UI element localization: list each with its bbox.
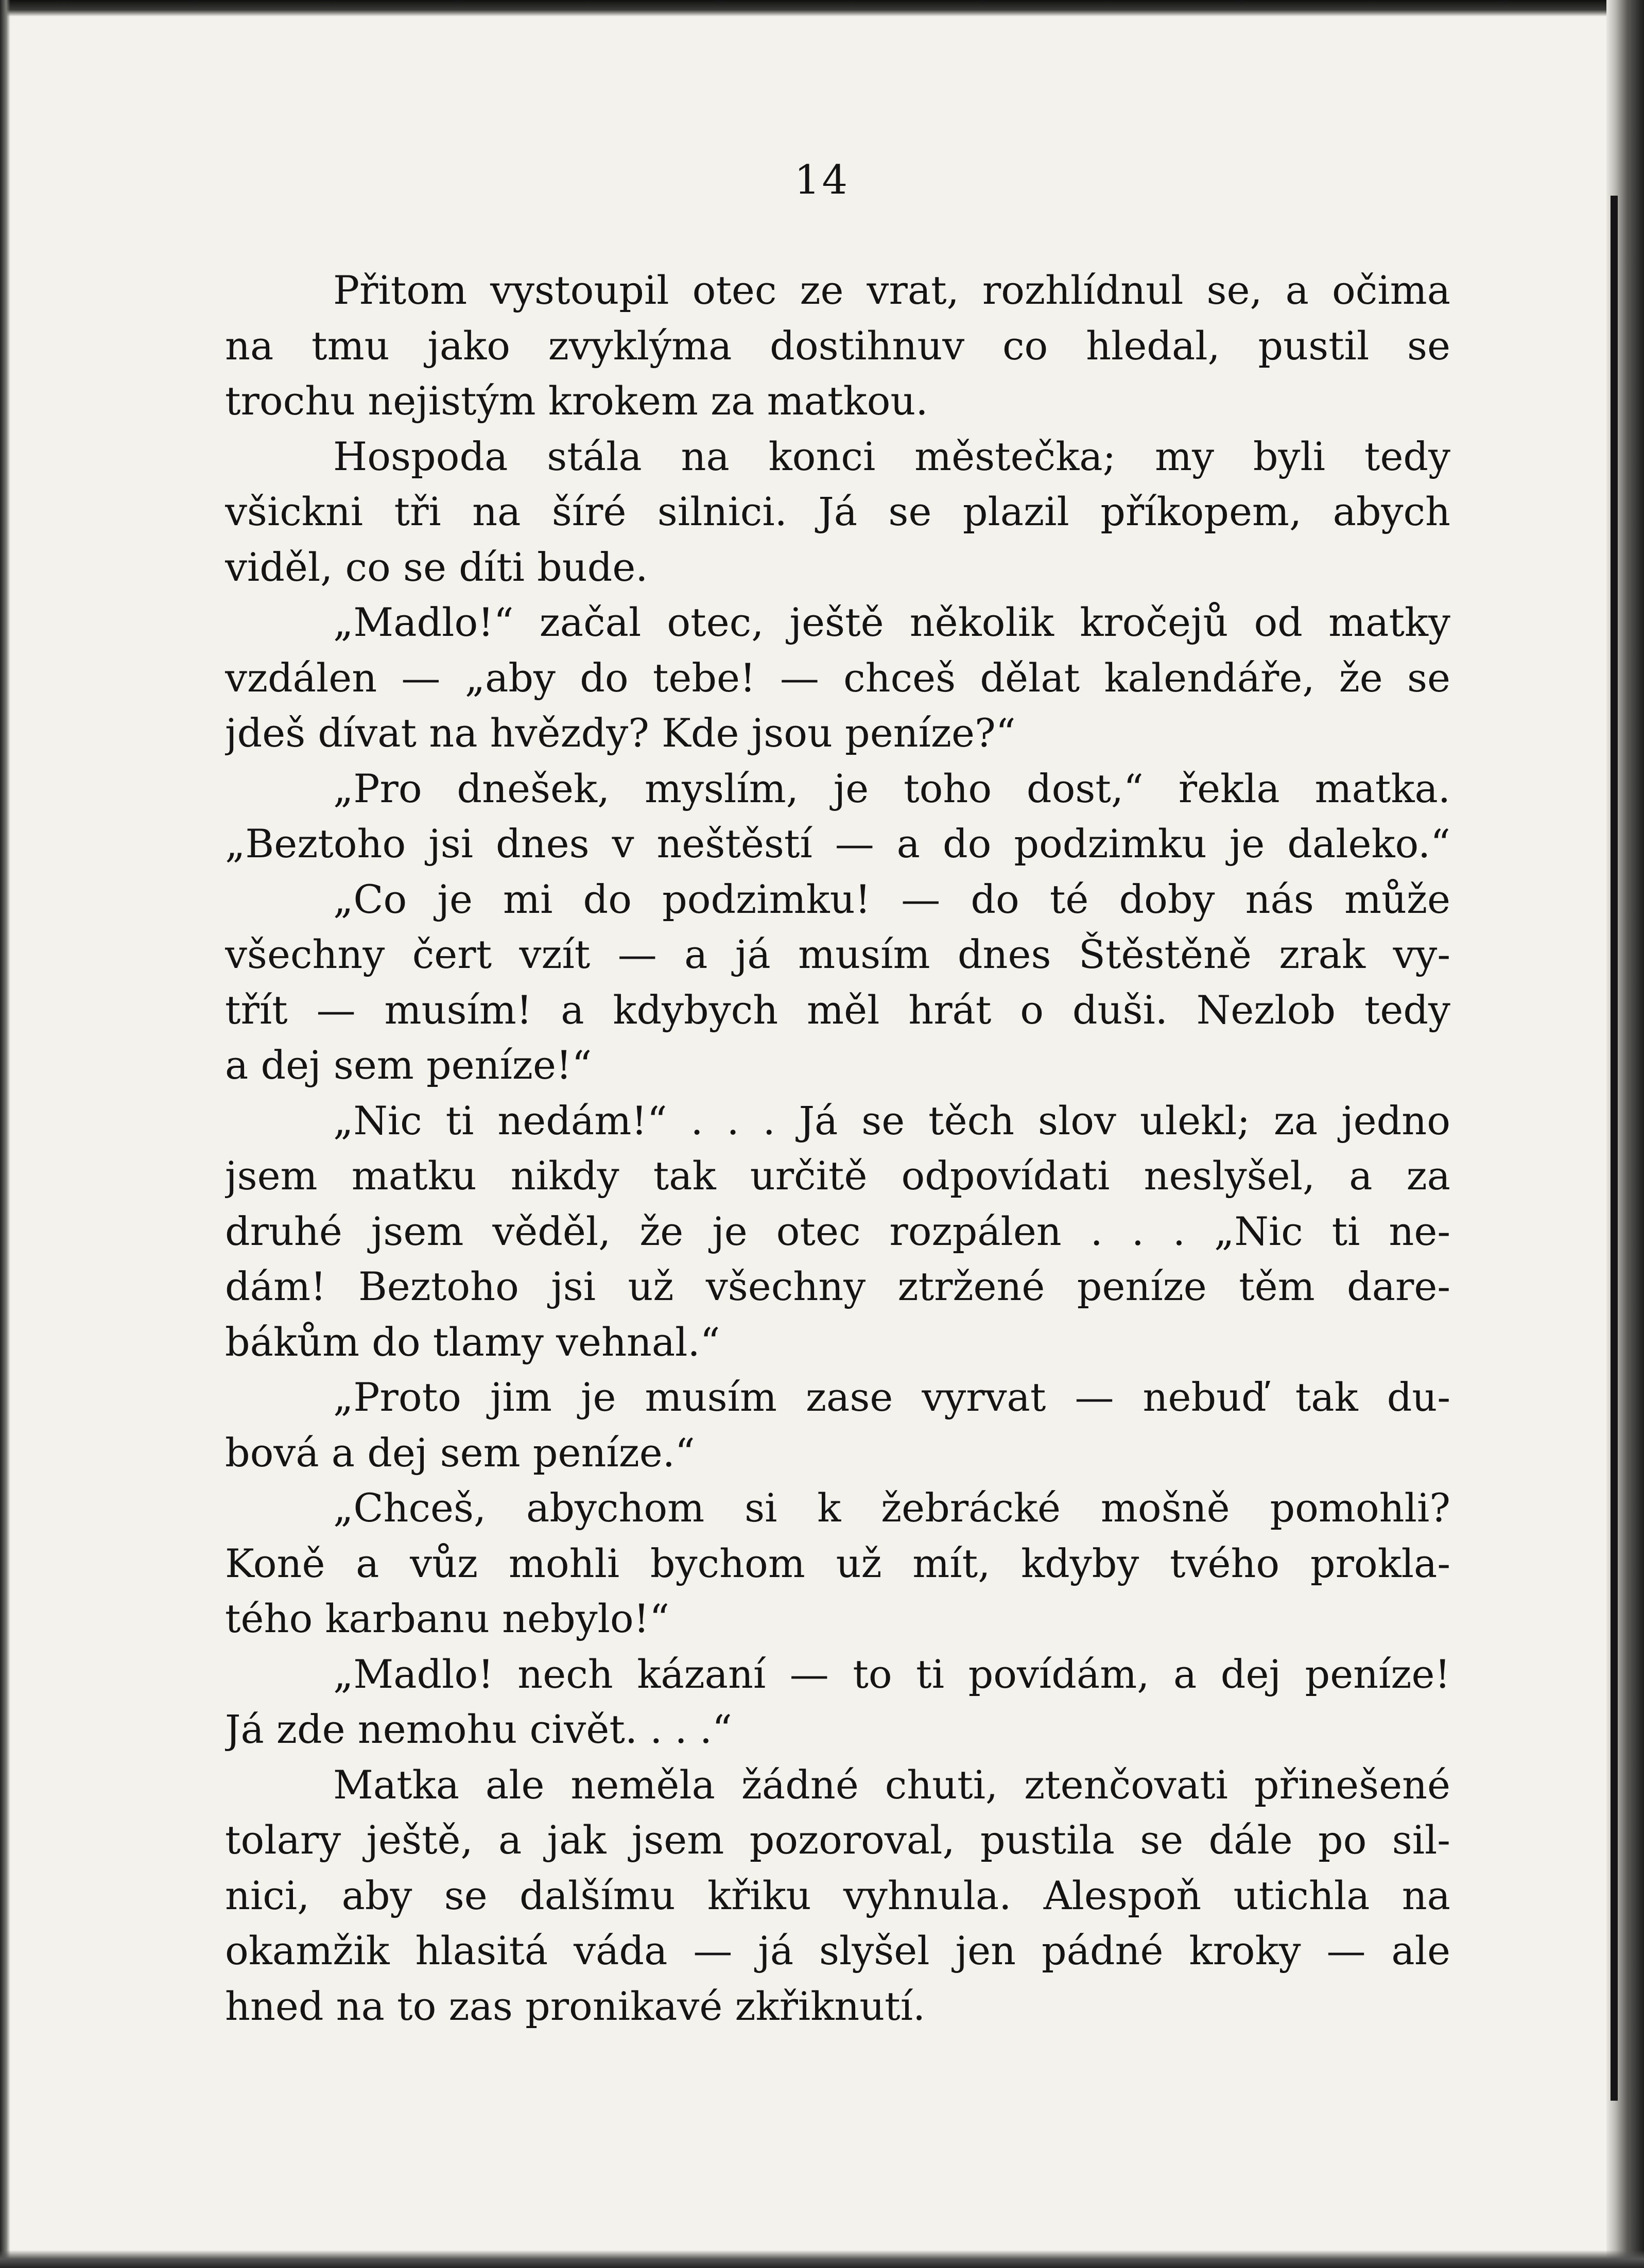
- text-line: bákům do tlamy vehnal.“: [225, 1319, 720, 1365]
- text-line: Přitom vystoupil otec ze vrat, rozhlídnul se, a očima: [333, 267, 1450, 313]
- text-line: tého karbanu nebylo!“: [225, 1596, 670, 1641]
- body-text: [225, 263, 1450, 2034]
- text-line: Hospoda stála na konci městečka; my byli tedy: [333, 433, 1450, 479]
- text-line: všechny čert vzít — a já musím dnes Štěstěně zrak vy-: [225, 931, 1450, 977]
- text-line: třít — musím! a kdybych měl hrát o duši. Nezlob tedy: [225, 986, 1450, 1033]
- text-line: „Co je mi do podzimku! — do té doby nás může: [333, 876, 1450, 922]
- text-line: vzdálen — „aby do tebe! — chceš dělat kalendáře, že se: [225, 654, 1450, 701]
- text-line: „Beztoho jsi dnes v neštěstí — a do podzimku je daleko.“: [225, 821, 1450, 867]
- text-line: tolary ještě, a jak jsem pozoroval, pustila se dále po sil-: [225, 1817, 1450, 1863]
- text-line: „Pro dnešek, myslím, je toho dost,“ řekla matka.: [333, 765, 1450, 811]
- text-line: dám! Beztoho jsi už všechny ztržené peníze těm dare-: [225, 1263, 1450, 1309]
- text-line: „Chceš, abychom si k žebrácké mošně pomohli?: [333, 1485, 1450, 1531]
- text-line: jsem matku nikdy tak určitě odpovídati neslyšel, a za: [225, 1153, 1450, 1199]
- text-line: viděl, co se díti bude.: [225, 544, 648, 590]
- text-line: Koně a vůz mohli bychom už mít, kdyby tvého prokla-: [225, 1540, 1450, 1586]
- text-line: okamžik hlasitá váda — já slyšel jen pádné kroky — ale: [225, 1928, 1450, 1973]
- page-number: 14: [794, 157, 850, 203]
- text-line: bová a dej sem peníze.“: [225, 1429, 695, 1476]
- text-line: druhé jsem věděl, že je otec rozpálen . . . „Nic ti ne-: [225, 1208, 1450, 1254]
- text-line: Já zde nemohu civět. . . .“: [225, 1706, 732, 1752]
- text-line: „Proto jim je musím zase vyrvat — nebuď tak du-: [333, 1374, 1450, 1420]
- text-line: na tmu jako zvyklýma dostihnuv co hledal, pustil se: [225, 322, 1450, 369]
- text-line: nici, aby se dalšímu křiku vyhnula. Alespoň utichla na: [225, 1872, 1450, 1918]
- text-line: všickni tři na šíré silnici. Já se plazil příkopem, abych: [225, 489, 1450, 534]
- text-line: Matka ale neměla žádné chuti, ztenčovati přinešené: [333, 1761, 1450, 1808]
- text-line: trochu nejistým krokem za matkou.: [225, 378, 928, 424]
- text-line: a dej sem peníze!“: [225, 1042, 592, 1088]
- text-line: hned na to zas pronikavé zkřiknutí.: [225, 1983, 926, 2029]
- text-line: jdeš dívat na hvězdy? Kde jsou peníze?“: [225, 710, 1016, 756]
- text-line: „Madlo! nech kázaní — to ti povídám, a dej peníze!: [333, 1651, 1450, 1697]
- text-line: „Nic ti nedám!“ . . . Já se těch slov ulekl; za jedno: [333, 1097, 1450, 1144]
- text-line: „Madlo!“ začal otec, ještě několik kročejů od matky: [333, 599, 1450, 645]
